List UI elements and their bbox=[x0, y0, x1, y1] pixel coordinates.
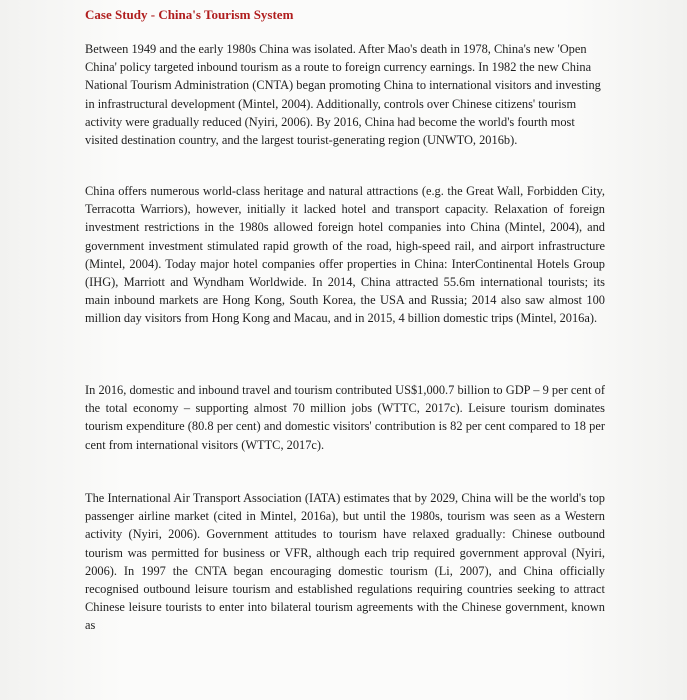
paragraph-attractions: China offers numerous world-class heritage and natural attractions (e.g. the Great Wall, Forbidden City, Terracotta Warriors), however, initially it lacked hotel and transport capacity. Relaxation of foreign investment restrictions in the 1980s allowed foreign hotel companies into China (Mintel, 2004), and government investment stimulated rapid growth of the road, high-speed rail, and airport infrastructure (Mintel, 2004). Today major hotel companies offer properties in China: InterContinental Hotels Group (IHG), Marriott and Wyndham Worldwide. In 2014, China attracted 55.6m international tourists; its main inbound markets are Hong Kong, South Korea, the USA and Russia; 2014 also saw almost 100 million day visitors from Hong Kong and Macau, and in 2015, 4 billion domestic trips (Mintel, 2016a). bbox=[85, 184, 605, 326]
paragraph-air-travel: The International Air Transport Association (IATA) estimates that by 2029, China will be the world's top passenger airline market (cited in Mintel, 2016a), but until the 1980s, tourism was seen as a Western activity (Nyiri, 2006). Government attitudes to tourism have relaxed gradually: Chinese outbound tourism was permitted for business or VFR, although each trip required government approval (Nyiri, 2006). In 1997 the CNTA began encouraging domestic tourism (Li, 2007), and China officially recognised outbound leisure tourism and established regulations requiring countries seeking to attract Chinese leisure tourists to enter into bilateral tourism agreements with the Chinese government, known as bbox=[85, 491, 605, 633]
paragraph-history: Between 1949 and the early 1980s China was isolated. After Mao's death in 1978, China's new 'Open China' policy targeted inbound tourism as a route to foreign currency earnings. In 1982 the new China National Tourism Administration (CNTA) began promoting China to international visitors and investing in infrastructural development (Mintel, 2004). Additionally, controls over Chinese citizens' tourism activity were gradually reduced (Nyiri, 2006). By 2016, China had become the world's fourth most visited destination country, and the largest tourist-generating region (UNWTO, 2016b). bbox=[85, 42, 601, 148]
case-study-title: Case Study - China's Tourism System bbox=[85, 7, 294, 22]
paragraph-economy: In 2016, domestic and inbound travel and tourism contributed US$1,000.7 billion to GDP – 9 per cent of the total economy – supporting almost 70 million jobs (WTTC, 2017c). Leisure tourism dominates tourism expenditure (80.8 per cent) and domestic visitors' contribution is 82 per cent compared to 18 per cent from international visitors (WTTC, 2017c). bbox=[85, 383, 605, 452]
